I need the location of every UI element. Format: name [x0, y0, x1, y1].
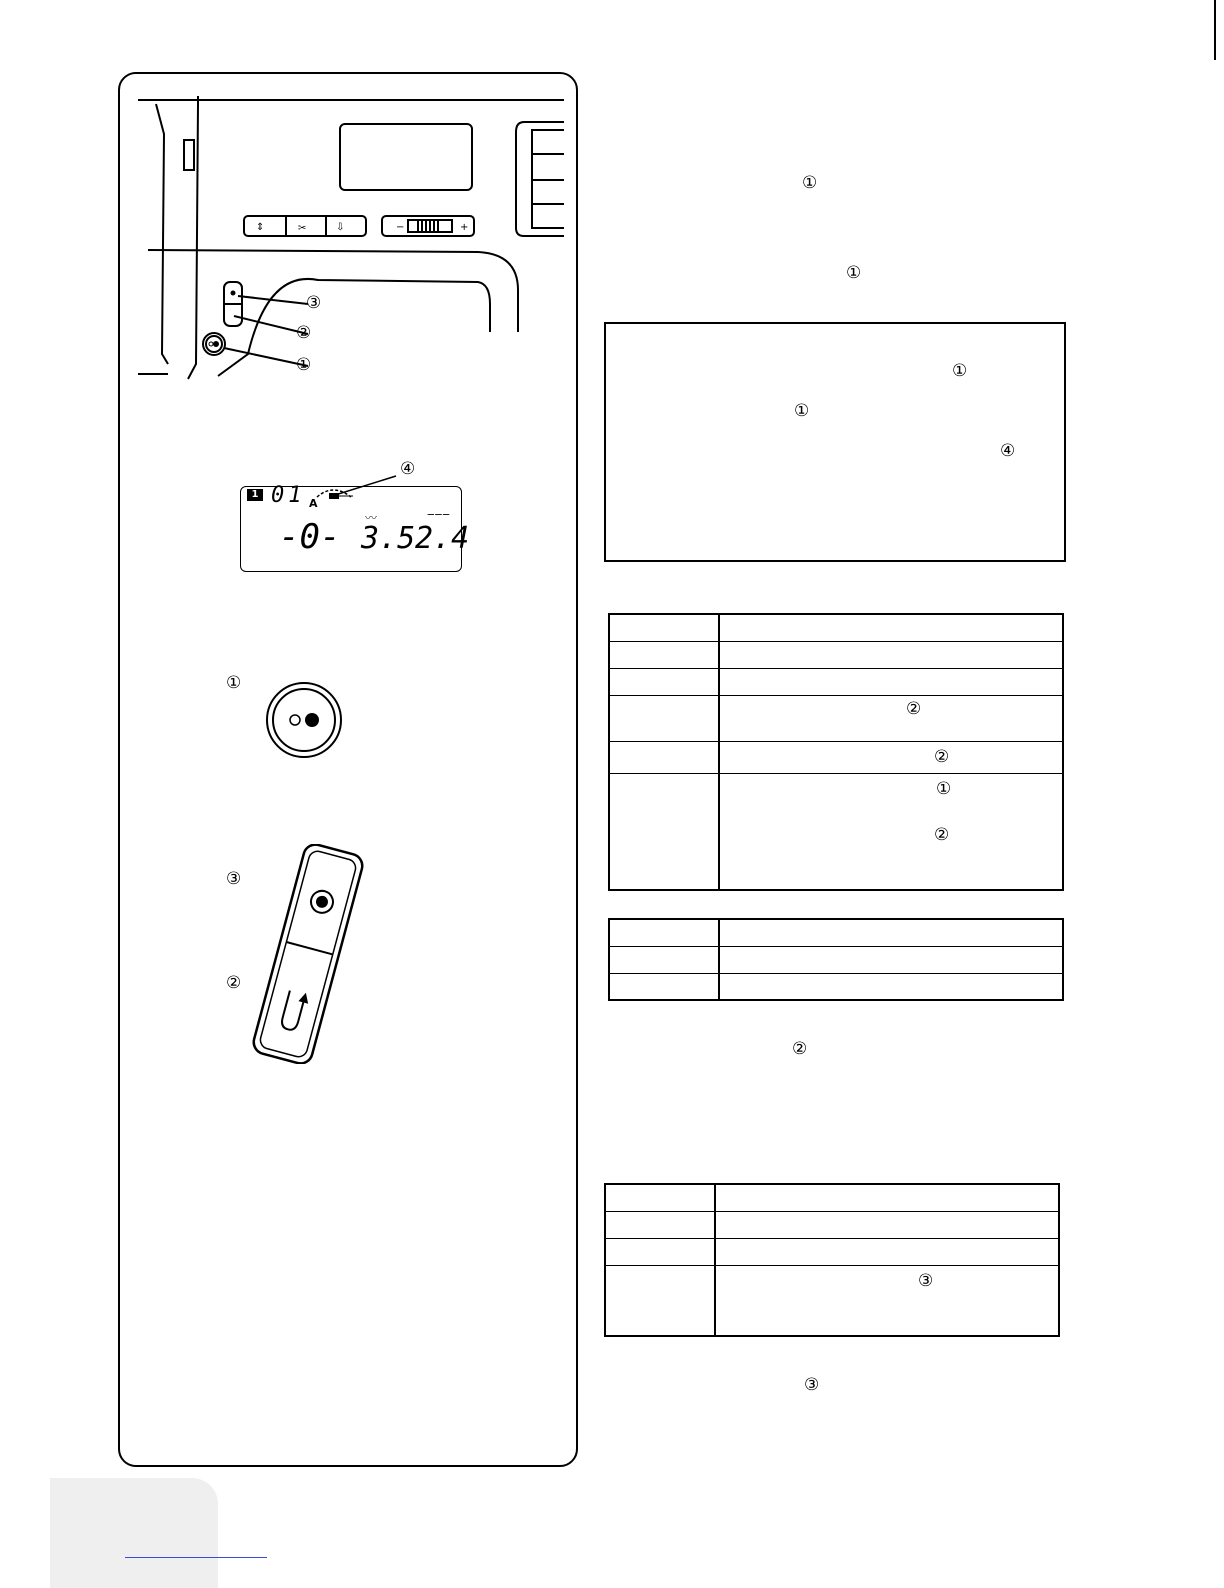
table-row — [609, 695, 1063, 741]
length-icon: ‒‒‒ — [427, 507, 450, 521]
mode-letter: A — [309, 497, 318, 510]
callout-1-start-stop: ① — [226, 673, 242, 693]
table-1-callout-2a: ② — [906, 698, 922, 719]
stitch-length-value: 2.4 — [415, 521, 470, 556]
page-edge-line — [1214, 0, 1216, 60]
table-1-callout-2c: ② — [934, 824, 950, 845]
machine-head-illustration — [138, 94, 568, 414]
note-callout-4: ④ — [1000, 441, 1016, 461]
stitch-width-value: 3.5 — [361, 521, 416, 556]
table-row — [609, 946, 1063, 973]
note-box — [604, 322, 1066, 562]
table-row — [605, 1211, 1059, 1238]
pattern-number: 01 — [271, 483, 306, 508]
table-row — [609, 668, 1063, 695]
illustration-panel — [118, 72, 578, 1467]
memory-icon: 1 — [247, 489, 263, 501]
speed-minus-icon: − — [396, 222, 405, 233]
lock-reverse-button-illustration — [238, 844, 378, 1064]
needle-up-down-icon: ⇕ — [256, 222, 265, 233]
table-3 — [604, 1183, 1060, 1337]
table-1-callout-1: ① — [936, 778, 952, 799]
table-row — [609, 741, 1063, 773]
callout-3: ③ — [306, 293, 322, 313]
table-1 — [608, 613, 1064, 891]
callout-1-text-b: ① — [846, 263, 862, 283]
table-row — [609, 641, 1063, 668]
callout-2: ② — [296, 323, 312, 343]
start-stop-button-illustration — [264, 680, 344, 760]
speed-plus-icon: + — [460, 222, 469, 233]
note-callout-1b: ① — [794, 401, 810, 421]
table-1-callout-2b: ② — [934, 746, 950, 767]
callout-4: ④ — [400, 459, 416, 479]
center-value: -0- — [279, 517, 341, 557]
page-number-tab — [50, 1478, 218, 1588]
table-row — [609, 919, 1063, 946]
table-row — [609, 973, 1063, 1000]
callout-3-lock: ③ — [226, 869, 242, 889]
callout-1-text-a: ① — [802, 173, 818, 193]
table-row — [605, 1265, 1059, 1336]
table-2 — [608, 918, 1064, 1001]
footer-link-underline[interactable] — [125, 1557, 267, 1558]
thread-cutter-icon: ✂ — [298, 223, 307, 234]
table-3-callout-3: ③ — [918, 1270, 934, 1291]
callout-2-reverse: ② — [226, 973, 242, 993]
note-callout-1a: ① — [952, 361, 968, 381]
table-row — [609, 773, 1063, 890]
callout-3-text: ③ — [804, 1375, 820, 1395]
table-row — [605, 1238, 1059, 1265]
table-row — [609, 614, 1063, 641]
needle-position-icon: ⇩ — [336, 222, 345, 233]
callout-1: ① — [296, 355, 312, 375]
callout-4-leader — [328, 470, 398, 500]
callout-2-text: ② — [792, 1039, 808, 1059]
table-row — [605, 1184, 1059, 1211]
width-icon: 〰 — [365, 511, 378, 525]
